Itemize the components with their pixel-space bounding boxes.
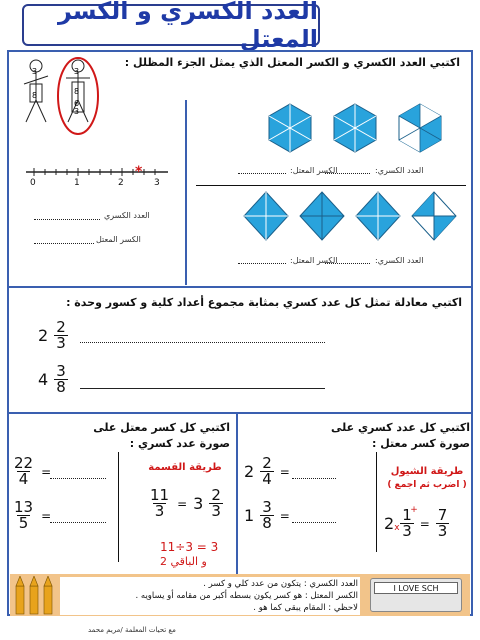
tick-label: 1 <box>74 178 80 188</box>
separator-line <box>196 185 466 186</box>
tick-label: 3 <box>154 178 160 188</box>
section3-right-instruction: اكتبي كل عدد كسري على صورة كسر معتل : <box>331 421 470 450</box>
label-improper-1: الكسر المعتل: <box>290 166 338 175</box>
title-box <box>22 0 320 53</box>
children-figure-icon <box>14 56 104 136</box>
answer-line[interactable] <box>238 263 286 264</box>
svg-text:*: * <box>135 164 143 180</box>
answer-line[interactable] <box>292 478 336 479</box>
footer-credit: مع تحيات المعلمة /مريم محمد <box>88 626 176 634</box>
label-mixed: العدد الكسري <box>104 211 150 220</box>
note-line: العدد الكسري : يتكون من عدد كلي و كسر . <box>203 579 358 589</box>
section1-instruction: اكتبي العدد الكسري و الكسر المعتل الذي يمثل الجزء المظلل : <box>124 56 460 69</box>
method-title: طريقة الشيول <box>390 466 464 477</box>
mixed-number-1: 2 $\frac{2}{3}$ <box>38 318 66 352</box>
mixed-item-2: 1 $\frac{3}{8}$ = <box>244 498 290 532</box>
section-divider <box>7 412 473 414</box>
svg-text:8: 8 <box>74 87 80 96</box>
svg-text:3: 3 <box>32 67 38 76</box>
diamonds-figure <box>240 190 470 242</box>
note-line: الكسر المعتل : هو كسر يكون بسطه أكبر من مقامه أو يساويه . <box>135 591 358 601</box>
svg-text:3: 3 <box>74 67 80 76</box>
note-line: لاحظي : المقام يبقى كما هو . <box>253 603 358 613</box>
improper-item-1: $\frac{22}{4}$ = <box>14 454 52 488</box>
division-remainder: و الباقي 2 <box>160 555 207 568</box>
answer-line-improper[interactable] <box>34 243 94 244</box>
hexagons-figure <box>262 100 462 156</box>
answer-line[interactable] <box>292 522 336 523</box>
example-division: $\frac{11}{3}$ = 3 $\frac{2}{3}$ <box>150 486 221 520</box>
division-step: 11÷3 = 3 <box>160 540 219 554</box>
pencils-icon <box>12 576 62 616</box>
notes-text <box>62 578 358 614</box>
method-divider <box>376 452 377 552</box>
answer-line[interactable] <box>50 522 106 523</box>
label-mixed-2: العدد الكسري: <box>375 256 424 265</box>
calculator-icon <box>370 578 462 612</box>
section3-left-instruction: اكتبي كل كسر معتل على صورة عدد كسري : <box>93 421 230 450</box>
answer-line-2[interactable] <box>80 388 325 389</box>
divider <box>185 100 187 285</box>
method-title: طريقة القسمة <box>148 462 222 473</box>
answer-line[interactable] <box>238 173 286 174</box>
label-improper-2: الكسر المعتل: <box>290 256 338 265</box>
svg-text:6: 6 <box>74 99 80 108</box>
section-divider <box>7 286 473 288</box>
mixed-number-2: 4 $\frac{3}{8}$ <box>38 362 66 396</box>
tick-label: 0 <box>30 178 36 188</box>
mixed-item-1: 2 $\frac{2}{4}$ = <box>244 454 290 488</box>
answer-line-1[interactable] <box>80 342 325 343</box>
answer-line-mixed[interactable] <box>34 219 100 220</box>
tick-label: 2 <box>118 178 124 188</box>
improper-item-2: $\frac{13}{5}$ = <box>14 498 52 532</box>
answer-line[interactable] <box>50 478 106 479</box>
method-subtitle: ( اضرب ثم اجمع ) <box>387 480 467 490</box>
page-title: العدد الكسري و الكسر المعتل <box>57 0 318 53</box>
svg-text:8: 8 <box>32 91 38 100</box>
label-improper: الكسر المعتل <box>96 235 141 244</box>
label-mixed-1: العدد الكسري: <box>375 166 424 175</box>
calculator-display: I LOVE SCH <box>374 582 458 594</box>
method-divider <box>118 452 119 562</box>
svg-text:3: 3 <box>74 107 80 116</box>
example-conversion: 2 1 3 + x = $\frac{7}{3}$ <box>384 505 448 540</box>
section2-instruction: اكتبي معادلة تمثل كل عدد كسري بمثابة مجموع أعداد كلية و كسور وحدة : <box>66 296 462 309</box>
column-divider <box>236 412 238 574</box>
number-line <box>22 162 172 192</box>
